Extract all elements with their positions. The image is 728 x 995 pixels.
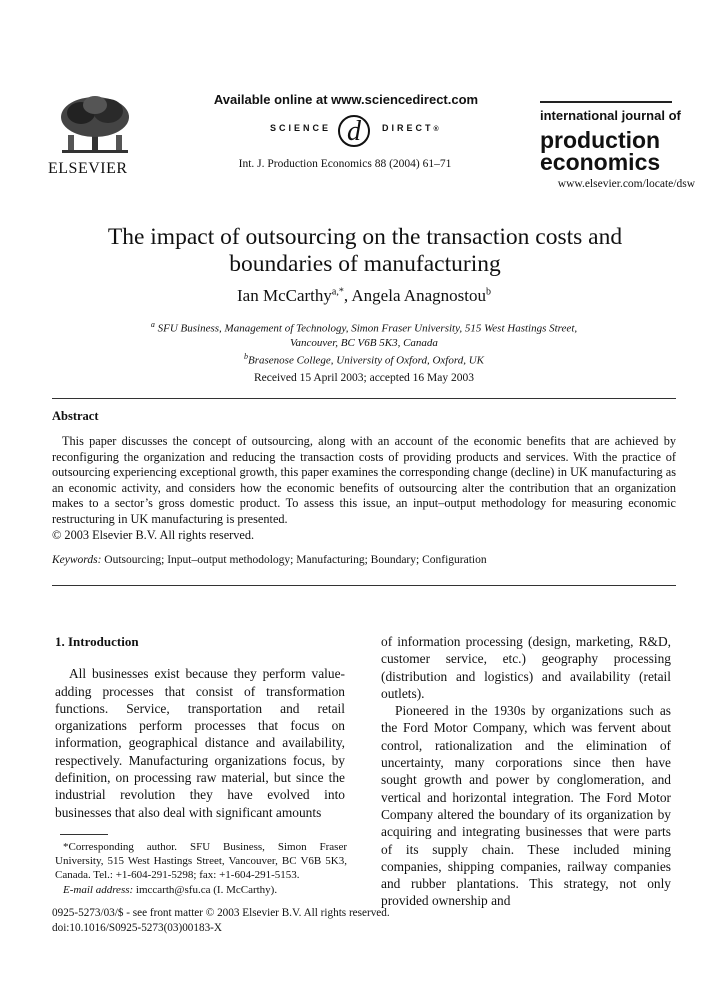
author-1-sup: a,* <box>331 286 344 298</box>
journal-brand-line2: production <box>540 127 661 153</box>
publisher-name: ELSEVIER <box>48 160 128 177</box>
abstract-heading: Abstract <box>52 409 99 423</box>
journal-brand-rule <box>540 101 672 103</box>
title-line-1: The impact of outsourcing on the transaction costs and <box>107 224 623 250</box>
authors <box>0 286 728 306</box>
footnote-corresponding: *Corresponding author. SFU Business, Simon Fraser University, 515 West Hastings Street, Vancouver, BC V6B 5K3, Canada. Tel.: +1-604-291-5298; fax: +1-604-291-5153. <box>55 841 347 882</box>
affiliation-a <box>0 318 728 367</box>
intro-paragraph-2: of information processing (design, marketing, R&D, customer service, etc.) geography processing (distribution and logistics) and availability (retail outlets). <box>381 634 671 701</box>
elsevier-tree-logo <box>56 95 134 159</box>
author-2-sup: b <box>485 286 491 298</box>
intro-paragraph-3: Pioneered in the 1930s by organizations such as the Ford Motor Company, which was fervent about control, rationalization and the elimination of uncertainty, many corporations since then have sought growth and power by conglomeration, and vertical and horizontal integration. The Ford Motor Company altered the boundary of its organization by acquiring and integrating businesses that were parts of its supply chain. These included mining companies, shipping companies, railway companies and rubber plantations. This strategy, not only provided ownership and <box>381 703 671 909</box>
affil-a-sup: a <box>150 320 155 329</box>
doi-line[interactable]: doi:10.1016/S0925-5273(03)00183-X <box>52 921 222 934</box>
divider-top <box>52 398 676 399</box>
email-label: E-mail address: <box>63 883 134 896</box>
abstract-text: This paper discusses the concept of outsourcing, along with an account of the economic benefits that are achieved by reconfiguring the organization and reducing the transaction costs of providing products and services. With the practice of outsourcing experiencing exceptional growth, this paper examines the corresponding change (decline) in UK manufacturing as an economic activity, and considers how the economic benefits of outsourcing alter the contribution that an organization makes to a sector’s gross domestic product. To assess this issue, an input–output methodology for measuring economic restructuring in UK manufacturing is presented. <box>52 434 676 526</box>
journal-brand-line1: international journal of <box>540 108 681 123</box>
journal-citation: Int. J. Production Economics 88 (2004) 61–71 <box>238 158 452 170</box>
footnote <box>55 840 347 897</box>
sciencedirect-at-icon <box>334 113 374 147</box>
column-left <box>55 633 345 821</box>
footnote-email <box>55 883 347 897</box>
keywords <box>52 554 676 566</box>
affil-a-line1: SFU Business, Management of Technology, Simon Fraser University, 515 West Hastings Street, <box>157 322 578 335</box>
sciencedirect-logo <box>250 113 470 147</box>
affil-a-line2: Vancouver, BC V6B 5K3, Canada <box>290 336 438 349</box>
affil-b: Brasenose College, University of Oxford, Oxford, UK <box>248 354 484 367</box>
journal-brand-line3: economics <box>540 149 661 175</box>
keywords-list: Outsourcing; Input–output methodology; Manufacturing; Boundary; Configuration <box>104 554 487 566</box>
front-matter <box>52 906 390 935</box>
journal-brand <box>540 101 680 173</box>
section-heading: 1. Introduction <box>55 634 139 649</box>
available-online: Available online at www.sciencedirect.com <box>213 92 479 107</box>
intro-paragraph-1: All businesses exist because they perform value-adding processes that consist of transformation functions. Service, transportation and retail organizations perform processes that focus on information, geographical distance and availability, respectively. Manufacturing organizations focus, by definition, on processing raw material, but since the industrial revolution they have evolved into businesses that also deal with significant amounts <box>55 666 345 820</box>
abstract-body <box>52 434 676 543</box>
keywords-label: Keywords: <box>52 554 102 566</box>
author-2: Angela Anagnostou <box>351 286 486 305</box>
svg-text:d: d <box>347 116 361 147</box>
title-line-2: boundaries of manufacturing <box>229 251 501 277</box>
issn-line: 0925-5273/03/$ - see front matter © 2003 Elsevier B.V. All rights reserved. <box>52 907 390 919</box>
footnote-rule <box>60 834 108 835</box>
sd-right-text: DIRECT® <box>382 123 439 133</box>
journal-url: www.elsevier.com/locate/dsw <box>557 178 695 190</box>
received-dates: Received 15 April 2003; accepted 16 May 2003 <box>253 372 475 384</box>
column-right <box>381 633 671 910</box>
author-1: Ian McCarthy <box>237 286 332 305</box>
affil-b-sup: b <box>244 351 249 361</box>
article-title <box>60 224 670 278</box>
divider-bottom <box>52 585 676 586</box>
abstract-copyright: © 2003 Elsevier B.V. All rights reserved. <box>52 527 255 542</box>
sd-left-text: SCIENCE <box>270 123 332 133</box>
email-address[interactable]: imccarth@sfu.ca (I. McCarthy). <box>135 883 278 896</box>
author-separator: , <box>343 286 352 305</box>
